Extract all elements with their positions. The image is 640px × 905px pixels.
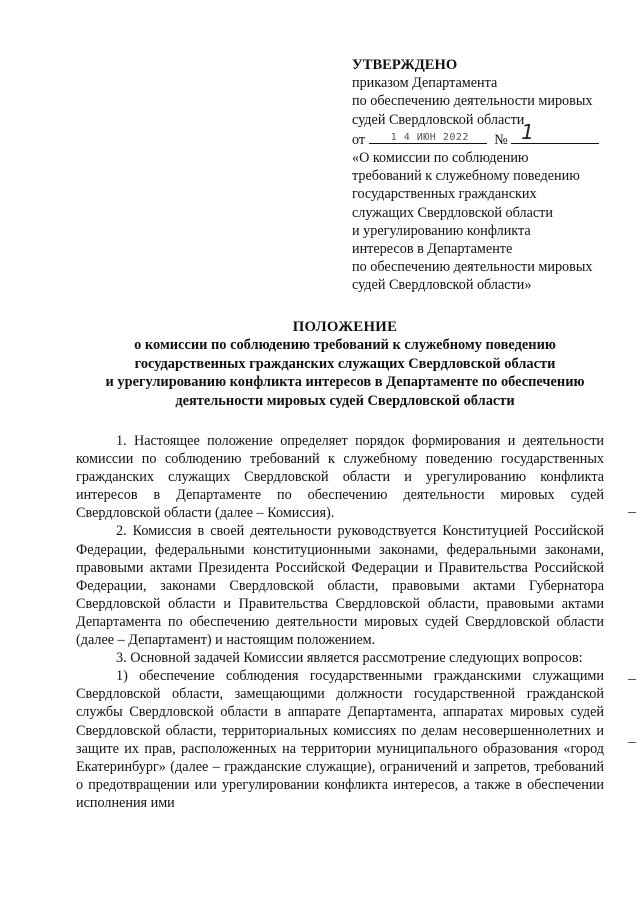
heading-line: деятельности мировых судей Свердловской области	[175, 392, 515, 409]
heading-line: о комиссии по соблюдению требований к служебному поведению	[134, 337, 556, 354]
subject-line: судей Свердловской области»	[352, 277, 532, 294]
heading-line: и урегулированию конфликта интересов в Департаменте по обеспечению	[105, 374, 585, 391]
number-prefix: №	[494, 131, 508, 148]
document-body	[76, 432, 604, 812]
number-field	[511, 119, 599, 144]
paragraph: 3. Основной задачей Комиссии является рассмотрение следующих вопросов:	[116, 650, 583, 667]
heading-line: государственных гражданских служащих Свердловской области	[134, 355, 556, 372]
subject-line: «О комиссии по соблюдению	[352, 150, 529, 167]
number-value: 1	[521, 119, 535, 144]
approval-line: по обеспечению деятельности мировых	[352, 93, 593, 110]
document-heading	[60, 318, 630, 410]
subject-line: служащих Свердловской области	[352, 204, 553, 221]
subject-line: и урегулированию конфликта	[352, 222, 531, 239]
approval-line: приказом Департамента	[352, 75, 498, 92]
date-prefix: от	[352, 131, 366, 148]
paragraph: 1) обеспечение соблюдения государственными гражданскими служащими Свердловской области, замещающими должности государственной гражданской службы Свердловской области в аппарате Департамента, аппаратах мировых судей Свердловской области, территориальных комиссиях по делам несовершеннолетних и защите их прав, расположенных на территории муниципального образования «город Екатеринбург» (далее – гражданские служащие), ограничений и запретов, требований о предотвращении или урегулировании конфликта интересов, а также в обеспечении исполнения ими	[76, 668, 604, 811]
margin-mark	[628, 512, 636, 513]
approval-block	[352, 56, 612, 295]
margin-mark	[628, 742, 636, 743]
subject-line: интересов в Департаменте	[352, 241, 513, 258]
margin-mark	[628, 679, 636, 680]
paragraph: 2. Комиссия в своей деятельности руководствуется Конституцией Российской Федерации, федеральными конституционными законами, федеральными законами, правовыми актами Президента Российской Федерации и Правительства Российской Федерации, законами Свердловской области, правовыми актами Губернатора Свердловской области и Правительства Свердловской области, правовыми актами Департамента по обеспечению деятельности мировых судей Свердловской области (далее – Департамент) и настоящим положением.	[76, 523, 604, 649]
paragraph: 1. Настоящее положение определяет порядок формирования и деятельности комиссии по соблюдению требований к служебному поведению государственных гражданских служащих Свердловской области и урегулированию конфликта интересов в Департаменте по обеспечению деятельности мировых судей Свердловской области (далее – Комиссия).	[76, 433, 604, 522]
date-stamp: 1 4 ИЮН 2022	[390, 131, 469, 143]
date-field	[369, 129, 487, 144]
subject-line: требований к служебному поведению	[352, 168, 580, 185]
subject-line: государственных гражданских	[352, 186, 537, 203]
document-title: ПОЛОЖЕНИЕ	[292, 319, 398, 335]
approval-title: УТВЕРЖДЕНО	[352, 57, 458, 73]
approval-line: судей Свердловской области	[352, 111, 525, 128]
subject-line: по обеспечению деятельности мировых	[352, 259, 593, 276]
